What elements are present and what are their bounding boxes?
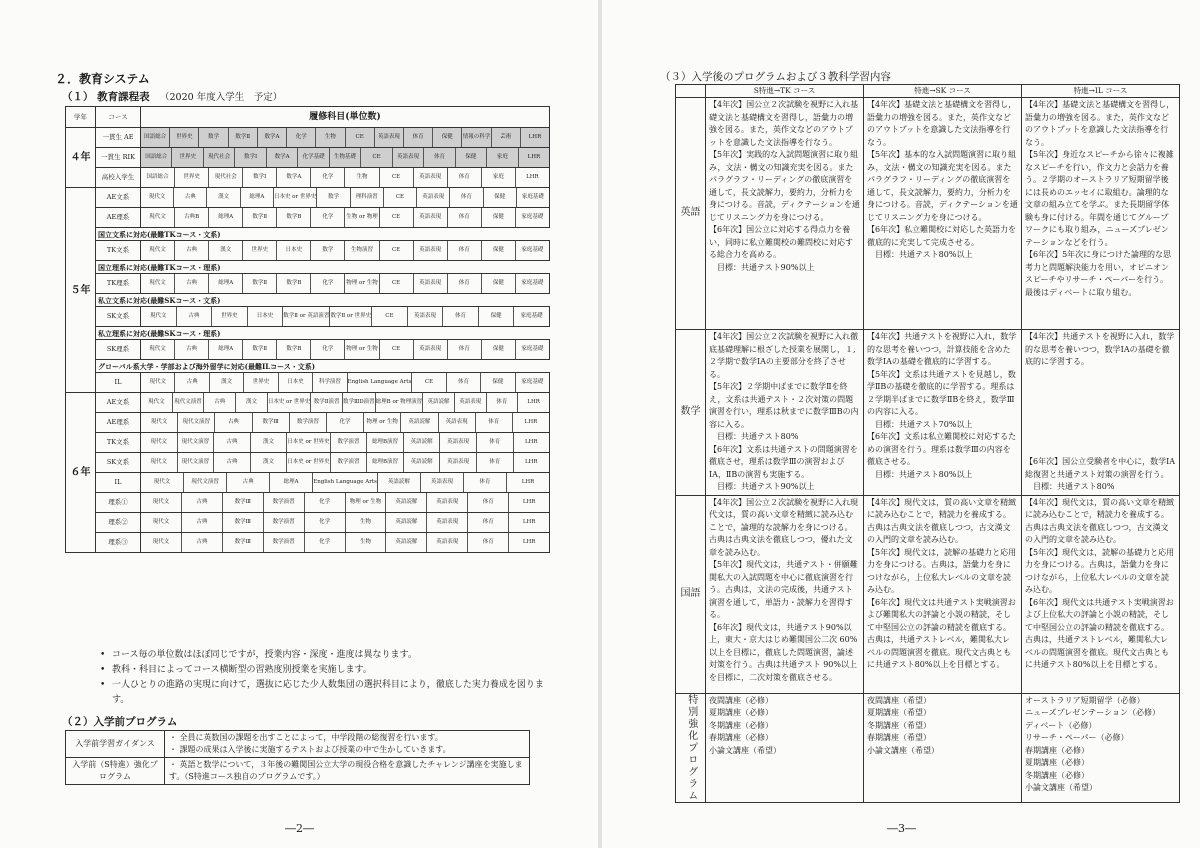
subject-cell: 数学	[199, 128, 228, 147]
subject-cell: 体育	[448, 241, 482, 260]
group-title: 私立理系に対応(最難SKコース・理系)	[98, 328, 221, 338]
subject-cell: 体育	[464, 473, 507, 492]
pre-program-line: ・ 課題の成果は入学後に実施するテストおよび授業の中で生かしていきます。	[169, 745, 451, 754]
subject-cell: 数学	[311, 241, 345, 260]
subject-cell: 現代文	[141, 274, 175, 293]
subject-cell: CE	[380, 208, 414, 227]
subject-cell: 化学	[327, 413, 364, 432]
subject-cell: 漢文	[207, 188, 240, 207]
subject-cell: 総理A	[209, 340, 243, 359]
subject-cell: 現代文	[141, 533, 182, 552]
subject-cell: 生物	[345, 168, 379, 187]
subject-cell: 情報の科学	[462, 128, 491, 147]
subject-cell: 現代文	[141, 473, 184, 492]
subject-cell: 数学演習	[264, 533, 305, 552]
subject-cell: 世界史	[172, 148, 203, 167]
subject-cell: 英語表現	[421, 473, 464, 492]
subject-cell: 総理A	[209, 208, 243, 227]
subject-cell: 保健	[479, 307, 515, 326]
subject-cells	[141, 513, 550, 533]
subject-cell: 現代文演習	[184, 473, 227, 492]
subject-cell: 現代文	[141, 453, 178, 472]
subject-cell: 数学演習	[264, 513, 305, 532]
subject-cell: 英語読解	[378, 473, 421, 492]
subject-cell: 化学基礎	[298, 148, 329, 167]
column-header: 特進→IL コース	[1022, 85, 1180, 98]
course-label: 理系①	[96, 493, 141, 513]
subject-cell: 英語読解	[404, 433, 441, 452]
column-header: S特進→TK コース	[706, 85, 864, 98]
subject-cell: 英語表現	[408, 307, 444, 326]
subject-cell: 家庭基礎	[521, 194, 544, 200]
subject-cell: 現代社会	[204, 148, 235, 167]
subject-cell: 数学B	[277, 340, 311, 359]
subject-cell: 英語表現	[427, 493, 468, 512]
subject-cell: 体育	[443, 307, 479, 326]
subject-cell: 生物	[346, 513, 387, 532]
corner-cell	[676, 85, 706, 98]
program-cell: オーストラリア短期留学（必修） ニューズプレゼンテーション（必修） ディベート（必修） リサーチ・ペーパー（必修） 春期講座（必修） 夏期講座（必修） 冬期講座（必修） 小論文講座（希望）	[1022, 693, 1180, 802]
subject-cell: CE	[380, 241, 414, 260]
subject-cell: 古典	[177, 307, 213, 326]
subject-cell: 数学Ⅱ演習	[311, 393, 343, 412]
subject-cell: 体育	[404, 128, 433, 147]
subject-cells	[141, 473, 550, 493]
subject-cell: 数学Ⅱ	[243, 274, 277, 293]
subject-cell: 古典	[215, 413, 252, 432]
subject-cell: 古典	[182, 493, 223, 512]
subject-cells	[141, 433, 550, 453]
subject-cell: 総理A	[241, 188, 274, 207]
subject-cell: 日本史 or 世界史	[287, 433, 330, 452]
subject-cell: 理科演習	[351, 188, 384, 207]
curriculum-title: （１） 教育課程表	[62, 91, 150, 103]
subject-cell: 国語総合	[141, 148, 172, 167]
course-label: TK文系	[96, 433, 141, 453]
subject-cell: 家庭基礎	[521, 247, 544, 253]
subject-cell: 日本史	[277, 241, 311, 260]
subject-cell: English Language Arts	[313, 473, 378, 492]
right-page	[602, 0, 1200, 848]
subject-cell: 古典	[175, 340, 209, 359]
program-cell: 【4年次】共通テストを視野に入れ，数学的な思考を養いつつ，計算技能を含めた数学ⅠAの基礎を徹底的に学習する。 【5年次】文系は共通テストを見越し，数学ⅡBの基礎を徹底的に学習する。理系は２学期半ばまでに数学ⅡBを終え，数学Ⅲの内容に入る。 目標：共通テスト70%以上 【6年次】文系は私立難関校に対応するための演習を行う。理系は数学Ⅲの内容を徹底させる。 目標：共通テスト80%以上	[864, 330, 1022, 496]
subject-cell: 化学	[311, 340, 345, 359]
course-label: SK文系	[96, 307, 141, 327]
subject-cell: CE	[361, 148, 392, 167]
group-title: グローバル系大学・学部および海外留学に対応(最難ILコース・文系)	[98, 361, 316, 371]
subject-cell: 現代文	[141, 307, 177, 326]
subject-cell: 英語読解	[386, 513, 427, 532]
program-cell: 夜間講座（必修） 夏期講座（必修） 冬期講座（必修） 春期講座（必修） 小論文講座（希望）	[706, 693, 864, 802]
subject-cell: 保健	[482, 241, 516, 260]
course-label: 一貫生 RIK	[96, 148, 141, 168]
subject-cell: 英語表現	[427, 513, 468, 532]
subject-cell: 現代文	[141, 241, 175, 260]
subject-cell: 生物演習	[345, 241, 379, 260]
course-label: 理系②	[96, 513, 141, 533]
subject-label: 数学	[676, 330, 706, 496]
subject-cell: 現代文演習	[173, 393, 205, 412]
subject-label: 特別強化プログラム	[676, 693, 706, 802]
program-cell: 【4年次】共通テストを視野に入れ，数学的な思考を養いつつ，数学ⅠAの基礎を徹底的に学習する。 【6年次】国公立受験者を中心に，数学ⅠA総復習と共通テスト対策の演習を行う。 目標：共通テスト80%	[1022, 330, 1180, 496]
subject-cell: 英語読解	[386, 533, 427, 552]
subject-cell: LHR	[522, 519, 536, 525]
subject-cell: 物理 or 生物	[345, 274, 379, 293]
subject-cells	[141, 307, 550, 327]
subject-cell: 数学B	[277, 208, 311, 227]
course-label: 高校入学生	[96, 168, 141, 188]
subject-cell: 英語表現	[393, 148, 424, 167]
subject-cell: 漢文	[209, 241, 243, 260]
subject-cell: 漢文	[210, 373, 244, 392]
subject-cell: English Language Arts	[348, 373, 413, 392]
subject-cell: 総理B演習	[367, 453, 404, 472]
subject-cell: 数学Ⅱ or 世界史	[330, 307, 372, 326]
subject-cell: 家庭基礎	[520, 313, 543, 319]
subject-cell: 数学Ⅲ	[253, 413, 290, 432]
subject-cell: 体育	[448, 274, 482, 293]
subject-cell: 英語表現	[414, 340, 448, 359]
subject-cell: 古典	[175, 274, 209, 293]
subject-cell: 英語表現	[440, 453, 477, 472]
subject-cell: 現代文	[141, 513, 182, 532]
subject-cell: 家庭	[482, 168, 516, 187]
subject-cell: 現代文	[141, 188, 174, 207]
subject-cell: 保健	[482, 208, 516, 227]
subject-cell: 日本史 or 世界史	[268, 393, 311, 412]
subject-cell: 英語表現	[414, 274, 448, 293]
subject-cells	[141, 340, 550, 360]
subject-cell: 世界史	[212, 307, 248, 326]
subject-cell: 現代文演習	[178, 413, 215, 432]
subject-cell: 英語読解	[423, 393, 455, 412]
subject-cell: 数学ⅢD演習	[343, 393, 376, 412]
subject-cell: 英語読解	[401, 413, 438, 432]
subject-cells	[141, 533, 550, 553]
subject-cell: CE	[412, 373, 446, 392]
subject-cell: 漢文	[251, 453, 288, 472]
program-title: （３）入学後のプログラムおよび３教科学習内容	[660, 71, 891, 83]
subject-cell: 化学	[311, 208, 345, 227]
course-header: コース	[96, 107, 141, 128]
subject-cell: LHR	[524, 439, 538, 445]
curriculum-notes	[100, 648, 560, 708]
subject-cell: LHR	[524, 459, 538, 465]
subject-cell: 総理A	[270, 473, 313, 492]
subject-cell: 世界史	[175, 168, 209, 187]
note-item: • コース毎の単位数はほぼ同じですが，授業内容・深度・進度は異なります。	[100, 648, 560, 663]
subject-cell: 数学演習	[331, 433, 368, 452]
subject-cell: 保健	[484, 188, 517, 207]
subject-cell: 物理 or 生物	[345, 340, 379, 359]
subject-cell: 古典	[214, 453, 251, 472]
subject-cell: 英語読解	[386, 493, 427, 512]
subject-cell: 体育	[424, 148, 455, 167]
subject-cell: LHR	[521, 479, 535, 485]
subject-cell: 現代文	[141, 340, 175, 359]
subject-cell: 数学	[317, 188, 350, 207]
subject-cell: 体育	[477, 433, 514, 452]
subject-cell: 体育	[477, 453, 514, 472]
subject-cell: 数学Ⅰ	[243, 168, 277, 187]
subject-cell: LHR	[527, 399, 540, 405]
course-label: AE文系	[96, 188, 141, 208]
subject-cell: 日本史	[248, 307, 284, 326]
subject-cell: 古典	[227, 473, 270, 492]
subject-cell: 漢文	[251, 433, 288, 452]
subject-cell: 現代文	[141, 433, 178, 452]
grade-header: 学年	[66, 107, 96, 128]
subject-cell: 保健	[456, 148, 487, 167]
subject-cell: 保健	[481, 373, 515, 392]
subject-cells	[141, 413, 550, 433]
subject-cell: 現代社会	[209, 168, 243, 187]
subject-cell: 日本史 or 世界史	[287, 453, 330, 472]
subject-cell: 家庭	[487, 148, 518, 167]
subject-cells	[141, 208, 550, 228]
pre-program-table	[65, 730, 530, 785]
subject-cell: 古典	[214, 433, 251, 452]
pre-program-title: （２）入学前プログラム	[62, 716, 178, 728]
curriculum-table	[65, 106, 550, 553]
subject-cell: 英語読解	[404, 453, 441, 472]
subject-cells	[141, 373, 550, 393]
subjects-header: 履修科目(単位数)	[141, 107, 550, 128]
subject-cell: 現代文	[141, 413, 178, 432]
subject-cells	[141, 393, 550, 413]
subject-cells	[141, 274, 550, 294]
course-label: AE理系	[96, 208, 141, 228]
subject-cells	[141, 493, 550, 513]
subject-cell: 物理 or 生物	[364, 413, 401, 432]
subject-cell: 英語表現	[440, 433, 477, 452]
page-number: ―3―	[887, 822, 916, 835]
subject-cell: 現代文	[141, 208, 175, 227]
subject-cell: 国語総合	[141, 128, 170, 147]
grade-label: ４年	[66, 128, 96, 188]
subject-cell: 体育	[450, 188, 483, 207]
section-title: ２．教育システム	[55, 72, 150, 86]
subject-cell: CE	[346, 128, 375, 147]
subject-cell: 数学演習	[290, 413, 327, 432]
subject-cells	[141, 128, 550, 148]
subject-cell: 化学	[311, 168, 345, 187]
subject-cell: 化学	[311, 274, 345, 293]
subject-cell: 古典	[175, 373, 209, 392]
subject-cell: 総理B演習	[367, 433, 404, 452]
subject-cell: LHR	[526, 174, 539, 180]
subject-cell: 体育	[468, 493, 509, 512]
subject-label: 英語	[676, 98, 706, 330]
subject-cell: 数学A	[258, 128, 287, 147]
program-cell: 【4年次】国公立２次試験を視野に入れ現代文は，質の高い文章を精緻に読み込むことで，論理的な読解力を身につける。古典は古典文法を徹底しつつ，優れた文章を読み込む。 【5年次】現代文は，共通テスト・併願難関私大の入試問題を中心に徹底演習を行う。古典は，文法の完成後，共通テスト演習を通して，単語力・読解力を習得する。 【6年次】現代文は，共通テスト90%以上，東大・京大はじめ難関国公二次 60%以上を目標に，徹底した問題演習，論述対策を行う。古典は共通テスト 90%以上を目標に，二次対策を徹底させる。	[706, 495, 864, 693]
subject-cell: 生物	[316, 128, 345, 147]
subject-cell: CE	[380, 168, 414, 187]
subject-cell: 英語表現	[455, 393, 487, 412]
subject-cell: 体育	[448, 168, 482, 187]
subject-cell: 体育	[476, 413, 513, 432]
subject-cells	[141, 453, 550, 473]
subject-cell: 現代文	[141, 493, 182, 512]
subject-cell: 世界史	[243, 241, 277, 260]
pre-program-label: 入学前学習ガイダンス	[66, 731, 165, 758]
program-cell: 【4年次】現代文は，質の高い文章を精緻に読み込むことで，精読力を養成する。古典は古典文法を徹底しつつ，古文漢文の入門的文章を読み込む。 【5年次】現代文は，読解の基礎力と応用力を身につける。古典は，語彙力を身につけながら，上位私大レベルの文章を読み込む。 【6年次】現代文は共通テスト実戦演習および難関私大の評論と小説の精読，そして中堅国公立の評論の精読を徹底する。古典は，共通テストレベル，難関私大レベルの問題演習を徹底。現代文古典ともに共通テスト80%以上を目標とする。	[864, 495, 1022, 693]
subject-cell: 生物	[346, 533, 387, 552]
subject-cell: 数学A	[277, 168, 311, 187]
subject-cell: 家庭基礎	[521, 280, 544, 286]
subject-cells	[141, 168, 550, 188]
subject-cell: LHR	[524, 419, 538, 425]
program-cell: 【4年次】現代文は，質の高い文章を精緻に読み込むことで，精読力を養成する。古典は古典文法を徹底しつつ，古文漢文の入門的文章を読み込む。 【5年次】現代文は，読解の基礎力と応用力を身につける。古典は，語彙力を身につけながら，上位私大レベルの文章を読み込む。 【6年次】現代文は共通テスト実戦演習および上位私大の評論と小説の精読，そして中堅国公立の評論の精読を徹底する。古典は，共通テストレベル，難関私大レベルの問題演習を徹底。現代文古典ともに共通テスト80%以上を目標とする。	[1022, 495, 1180, 693]
subject-label: 国語	[676, 495, 706, 693]
subject-cell: 英語表現	[439, 413, 476, 432]
subject-cell: 体育	[447, 373, 481, 392]
subject-cell: 古典	[182, 513, 223, 532]
course-label: 理系③	[96, 533, 141, 553]
grade-label: ５年	[66, 188, 96, 393]
course-label: IL	[96, 473, 141, 493]
subject-cell: 世界史	[244, 373, 278, 392]
subject-cell: 英語表現	[375, 128, 404, 147]
subject-cell: CE	[372, 307, 408, 326]
subject-cell: 体育	[468, 513, 509, 532]
subject-cell: 古典	[204, 393, 236, 412]
subject-cell: 英語表現	[414, 241, 448, 260]
subject-cell: LHR	[527, 154, 541, 160]
subject-cell: 科学演習	[313, 373, 347, 392]
pre-program-label: 入学前（S特進）強化プログラム	[66, 758, 165, 785]
subject-cell: 日本史	[279, 373, 313, 392]
subject-cell: 数学Ⅲ	[223, 513, 264, 532]
left-page	[0, 0, 598, 848]
subject-cell: CE	[380, 274, 414, 293]
subject-cell: 芸術	[492, 128, 521, 147]
pre-program-line: ・ 全員に英数国の課題を出すことによって，中学段階の総復習を行います。	[169, 733, 443, 742]
subject-cell: 古典B	[175, 208, 209, 227]
subject-cell: 体育	[468, 533, 509, 552]
subject-cell: 化学	[305, 533, 346, 552]
course-label: TK文系	[96, 241, 141, 261]
subject-cells	[141, 148, 550, 168]
subject-cell: 数学A	[267, 148, 298, 167]
subject-cell: 数学Ⅱ	[229, 128, 258, 147]
subject-cell: LHR	[522, 539, 536, 545]
program-cell: 【4年次】基礎文法と基礎構文を習得し，語彙力の増強を図る。また，英作文などのアウトプットを意識した文法指導を行なう。 【5年次】基本的な入試問題演習に取り組み，文法・構文の知識充実を図る。またパラグラフ・リーディングの徹底演習を通して，長文読解力，要約力，分析力を身につける。音読，ディクテーションを通じてリスニング力を身につける。 【6年次】私立難関校に対応した英語力を徹底的に充実して完成させる。 目標：共通テスト80%以上	[864, 98, 1022, 330]
subject-cell: 物理 or 生物	[346, 493, 387, 512]
program-cell: 【4年次】国公立２次試験を視野に入れ基礎文法と基礎構文を習得し，語彙力の増強を図る。また，英作文などのアウトプットを意識した文法指導を行なう。 【5年次】実践的な入試問題演習に取り組み，文法・構文の知識充実を図る。またパラグラフ・リーディングの徹底演習を通して，長文読解力，要約力，分析力を身につける。音読，ディクテーションを通じてリスニング力を身につける。 【6年次】国公立に対応する得点力を養い，同時に私立難関校の難問校に対応する総合力を高める。 目標：共通テスト90%以上	[706, 98, 864, 330]
course-label: IL	[96, 373, 141, 393]
subject-cell: 数学Ⅰ	[235, 148, 266, 167]
subject-cell: 体育	[487, 393, 519, 412]
subject-cell: 古典	[174, 188, 207, 207]
group-title: 私立文系に対応(最難SKコース・文系)	[98, 295, 221, 305]
subject-cells	[141, 188, 550, 208]
subject-cell: 化学	[305, 493, 346, 512]
subject-cell: 数学Ⅱ	[243, 208, 277, 227]
course-label: AE理系	[96, 413, 141, 433]
subject-cell: 現代文演習	[178, 433, 215, 452]
subject-cell: 数学Ⅱ	[243, 340, 277, 359]
group-title: 国立文系に対応(最難TKコース・文系)	[98, 229, 221, 239]
course-label: SK文系	[96, 453, 141, 473]
subject-cell: 数学演習	[264, 493, 305, 512]
note-item: • 一人ひとりの進路の実現に向けて，選抜に応じた少人数集団の選択科目により，徹底した実力養成を図ります。	[100, 678, 560, 708]
subject-cell: 数学Ⅲ	[223, 493, 264, 512]
page-number: ―2―	[285, 822, 314, 835]
subject-cell: 日本史 or 世界史	[274, 188, 317, 207]
subject-cell: 生物基礎	[330, 148, 361, 167]
program-cell: 【4年次】基礎文法と基礎構文を習得し，語彙力の増強を図る。また，英作文などのアウトプットを意識した文法指導を行なう。 【5年次】身近なスピーチから徐々に複雑なスピーチを行い，作文力と会話力を養う。２学期のオーストラリア短期留学後には長めのエッセイに取組む。論理的な文章の組み立てを学ぶ。また長期留学体験も身に付ける。年間を通じてグループワークにも取り組み，ニューズプレゼンテーションなどを行う。 【6年次】5年次に身につけた論理的な思考力と問題解決能力を用い，オピニオンスピーチやリサーチ・ペーパーを行う。最後はディベートに取り組む。	[1022, 98, 1180, 330]
subject-cell: 現代文	[141, 393, 173, 412]
subject-cell: 体育	[448, 208, 482, 227]
subject-cell: 古典	[175, 241, 209, 260]
subject-cell: 保健	[482, 340, 516, 359]
program-cell: 夜間講座（希望） 夏期講座（希望） 冬期講座（希望） 春期講座（希望） 小論文講座（希望）	[864, 693, 1022, 802]
subject-cell: 保健	[482, 274, 516, 293]
subject-cell: 古典	[182, 533, 223, 552]
course-label: 一貫生 AE	[96, 128, 141, 148]
subject-cell: CE	[380, 340, 414, 359]
subject-cell: 総理A	[209, 274, 243, 293]
subject-cell: 英語表現	[427, 533, 468, 552]
subject-cell: 数学Ⅲ	[223, 533, 264, 552]
note-item: • 教科・科目によってコース横断型の習熟度別授業を実施します。	[100, 663, 560, 678]
subject-cell: 家庭基礎	[521, 346, 544, 352]
pre-program-line: ・ 英語と数学について，３年後の難関国公立大学の現役合格を意識したチャレンジ講座を実施します。（S特進コース独自のプログラムです。）	[169, 760, 523, 781]
subject-cell: 保健	[433, 128, 462, 147]
subject-cell: 英語表現	[417, 188, 450, 207]
subject-cell: 漢文	[236, 393, 268, 412]
subject-cell: 現代文	[141, 373, 175, 392]
course-label: TK理系	[96, 274, 141, 294]
subject-cell: 生物 or 物理	[345, 208, 379, 227]
curriculum-note: （2020 年度入学生 予定）	[160, 92, 283, 103]
subject-cell: 英語表現	[414, 208, 448, 227]
subject-cell: CE	[384, 188, 417, 207]
subject-cell: LHR	[528, 134, 542, 140]
program-table	[675, 84, 1180, 803]
subject-cell: 国語総合	[141, 168, 175, 187]
group-title: 国立理系に対応(最難TKコース・理系)	[98, 262, 221, 272]
subject-cell: 総理B or 物理演習	[376, 393, 423, 412]
subject-cell: LHR	[522, 499, 536, 505]
subject-cells	[141, 241, 550, 261]
subject-cell: 体育	[448, 340, 482, 359]
grade-label: ６年	[66, 393, 96, 553]
subject-cell: 数学演習	[331, 453, 368, 472]
program-cell: 【4年次】国公立２次試験を視野に入れ徹底基礎理解に根ざした授業を展開し，１,２学期で数学ⅠAの主要部分を終了させる。 【5年次】２学期中ばまでに数学Ⅱを終え，文系は共通テスト・２次対策の問題演習を行い，理系は秋までに数学ⅢBの内容に入る。 目標：共通テスト80% 【6年次】文系は共通テストの問題演習を徹底させ，理系は数学Ⅲの演習およびⅠA，ⅡBの演習も実施する。 目標：共通テスト90%以上	[706, 330, 864, 496]
column-header: 特進→SK コース	[864, 85, 1022, 98]
subject-cell: 世界史	[170, 128, 199, 147]
subject-cell: 家庭基礎	[521, 379, 544, 385]
course-label: AE文系	[96, 393, 141, 413]
subject-cell: 数学B	[277, 274, 311, 293]
subject-cell: 数学Ⅱ or 英語演習	[283, 307, 330, 326]
subject-cell: 現代文演習	[178, 453, 215, 472]
subject-cell: 家庭基礎	[521, 214, 544, 220]
subject-cell: 英語表現	[414, 168, 448, 187]
subject-cell: 化学	[305, 513, 346, 532]
course-label: SK理系	[96, 340, 141, 360]
subject-cell: 化学	[287, 128, 316, 147]
